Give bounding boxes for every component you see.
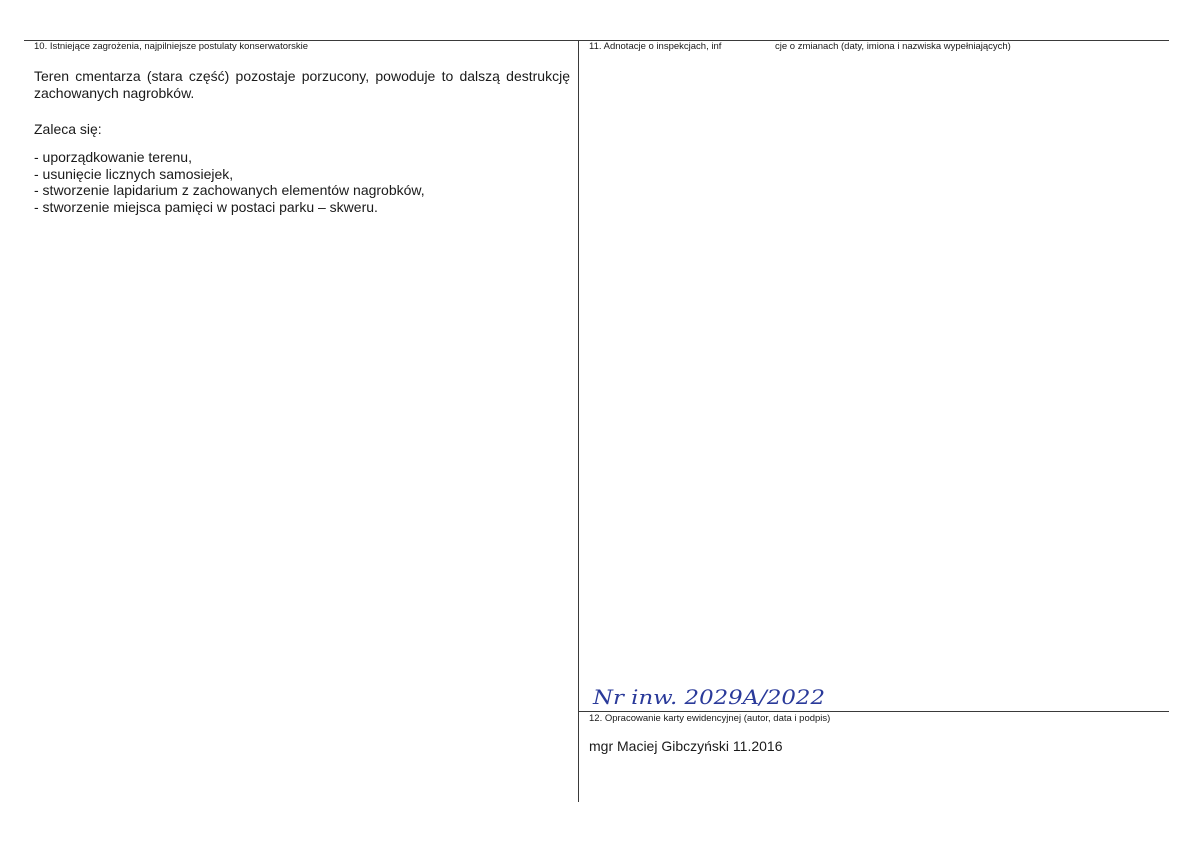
handwritten-inventory-number: [591, 682, 841, 712]
author-signature-line: mgr Maciej Gibczyński 11.2016: [589, 738, 783, 754]
recommendations-list: [34, 149, 425, 215]
recommendation-item: - stworzenie lapidarium z zachowanych elementów nagrobków,: [34, 182, 425, 198]
recommendations-intro: Zaleca się:: [34, 121, 102, 137]
recommendation-item: - uporządkowanie terenu,: [34, 149, 192, 165]
recommendation-item: - stworzenie miejsca pamięci w postaci parku – skweru.: [34, 198, 378, 215]
recommendation-item: - usunięcie licznych samosiejek,: [34, 165, 234, 182]
column-divider: [578, 40, 579, 802]
section-10-label: 10. Istniejące zagrożenia, najpilniejsze postulaty konserwatorskie: [34, 41, 309, 52]
handwritten-inventory-text: Nr inw. 2029A/2022: [591, 685, 825, 709]
section-11-label-start: 11. Adnotacje o inspekcjach, inf: [589, 41, 722, 52]
section-12-label: 12. Opracowanie karty ewidencyjnej (autor, data i podpis): [589, 713, 831, 724]
section-11-label-end: cje o zmianach (daty, imiona i nazwiska wypełniających): [775, 41, 1011, 52]
threats-paragraph: Teren cmentarza (stara część) pozostaje porzucony, powoduje to dalszą destrukcję zachowanych nagrobków.: [34, 68, 570, 101]
